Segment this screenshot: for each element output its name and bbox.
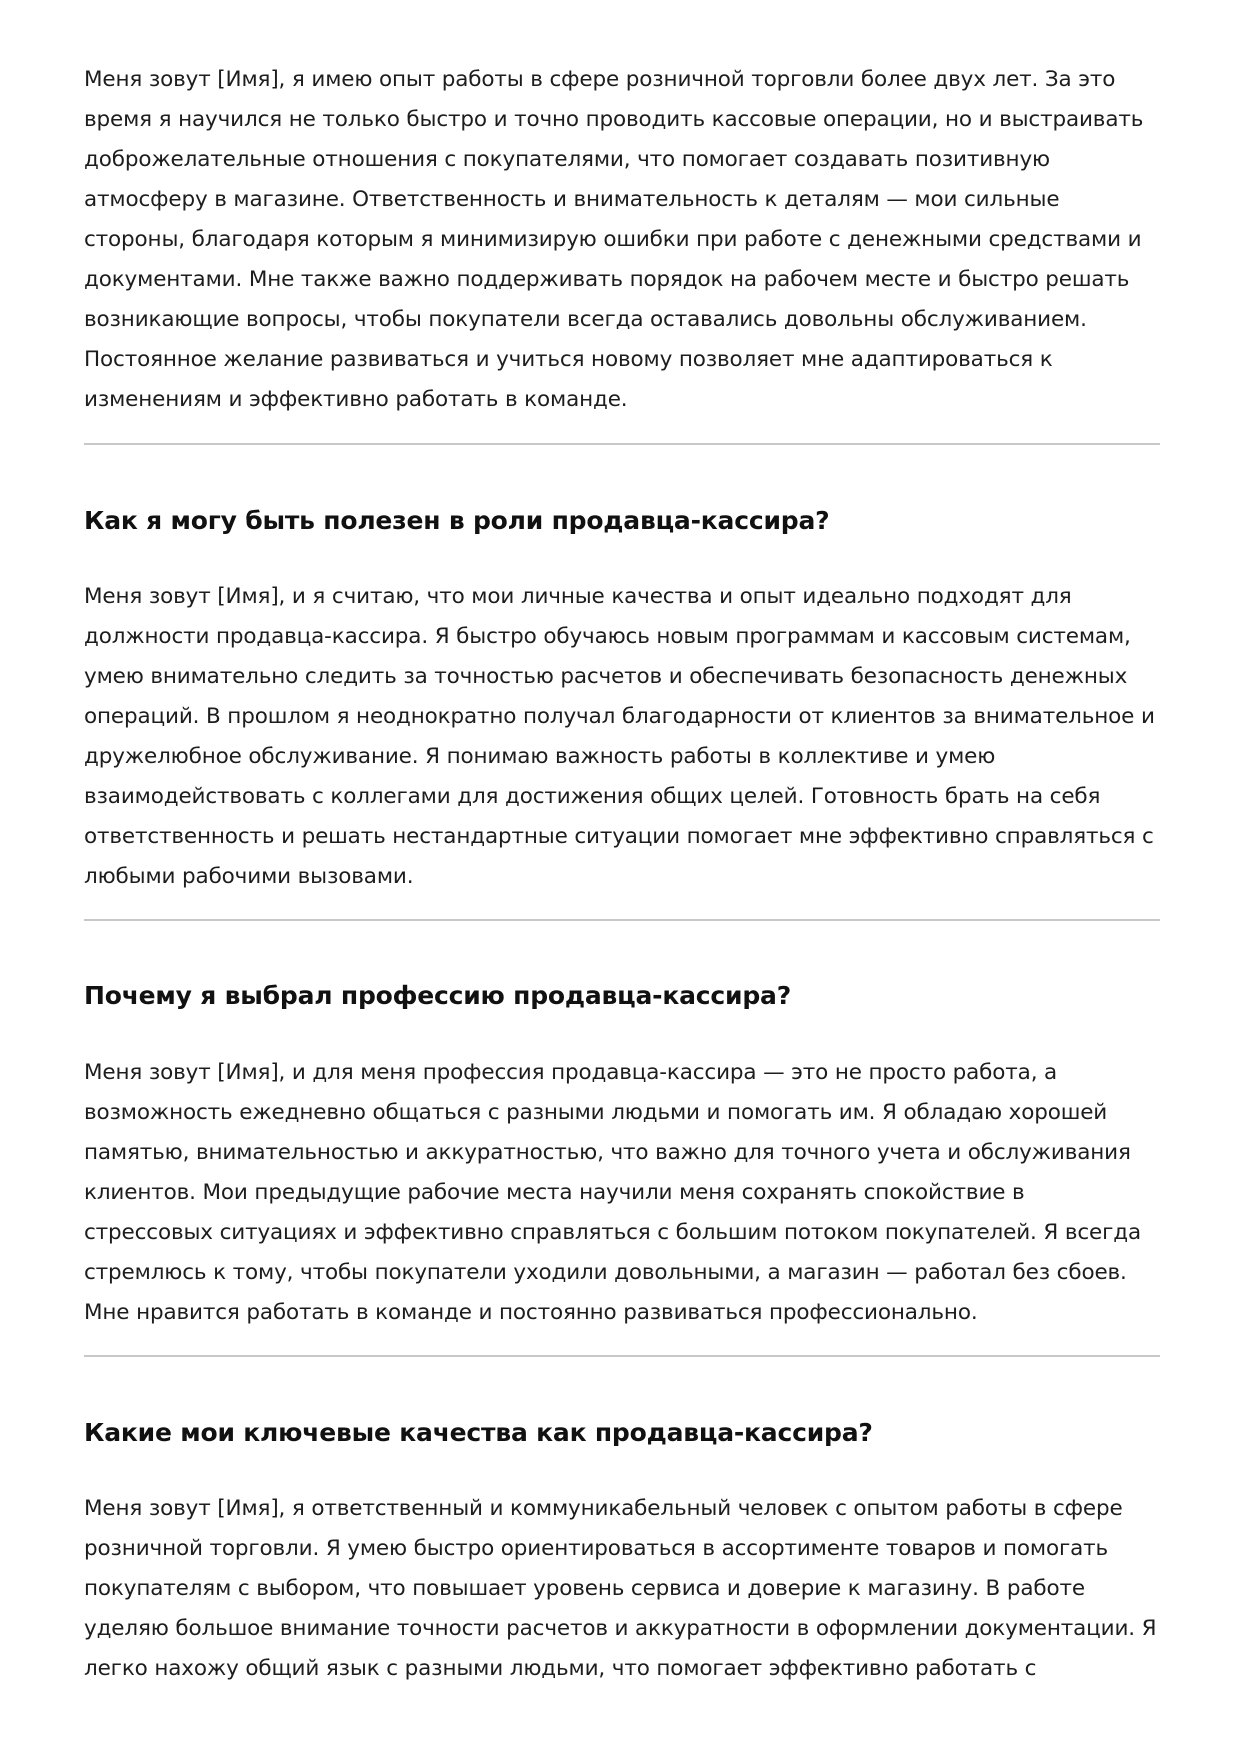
section-2-paragraph: Меня зовут [Имя], и я считаю, что мои личные качества и опыт идеально подходят для должности продавца-кассира. Я быстро обучаюсь новым программам и кассовым системам, умею внимательно следить за точностью расчетов и обеспечивать безопасность денежных операций. В прошлом я неоднократно получал благодарности от клиентов за внимательное и дружелюбное обслуживание. Я понимаю важность работы в коллективе и умею взаимодействовать с коллегами для достижения общих целей. Готовность брать на себя ответственность и решать нестандартные ситуации помогает мне эффективно справляться с любыми рабочими вызовами. xyxy=(84,584,1155,889)
divider-2 xyxy=(84,919,1160,921)
section-3 xyxy=(84,1053,1160,1333)
divider-1 xyxy=(84,443,1160,445)
section-3-heading: Почему я выбрал профессию продавца-кассира? xyxy=(84,981,792,1010)
divider-3 xyxy=(84,1355,1160,1357)
section-4-heading: Какие мои ключевые качества как продавца-кассира? xyxy=(84,1418,873,1447)
section-4-paragraph: Меня зовут [Имя], я ответственный и коммуникабельный человек с опытом работы в сфере розничной торговли. Я умею быстро ориентироваться в ассортименте товаров и помогать покупателям с выбором, что повышает уровень сервиса и доверие к магазину. В работе уделяю большое внимание точности расчетов и аккуратности в оформлении документации. Я легко нахожу общий язык с разными людьми, что помогает эффективно работать с xyxy=(84,1496,1157,1681)
section-2 xyxy=(84,577,1160,897)
section-3-paragraph: Меня зовут [Имя], и для меня профессия продавца-кассира — это не просто работа, а возможность ежедневно общаться с разными людьми и помогать им. Я обладаю хорошей памятью, внимательностью и аккуратностью, что важно для точного учета и обслуживания клиентов. Мои предыдущие рабочие места научили меня сохранять спокойствие в стрессовых ситуациях и эффективно справляться с большим потоком покупателей. Я всегда стремлюсь к тому, чтобы покупатели уходили довольными, а магазин — работал без сбоев. Мне нравится работать в команде и постоянно развиваться профессионально. xyxy=(84,1060,1142,1325)
section-divider xyxy=(84,443,1160,445)
section-2-heading: Как я могу быть полезен в роли продавца-кассира? xyxy=(84,506,830,535)
section-4-heading-wrap xyxy=(84,1416,1160,1450)
section-divider xyxy=(84,1355,1160,1357)
section-1 xyxy=(84,60,1160,420)
section-3-heading-wrap xyxy=(84,979,1160,1013)
section-divider xyxy=(84,919,1160,921)
section-4 xyxy=(84,1489,1160,1689)
section-2-heading-wrap xyxy=(84,504,1160,538)
section-1-paragraph: Меня зовут [Имя], я имею опыт работы в сфере розничной торговли более двух лет. За это время я научился не только быстро и точно проводить кассовые операции, но и выстраивать доброжелательные отношения с покупателями, что помогает создавать позитивную атмосферу в магазине. Ответственность и внимательность к деталям — мои сильные стороны, благодаря которым я минимизирую ошибки при работе с денежными средствами и документами. Мне также важно поддерживать порядок на рабочем месте и быстро решать возникающие вопросы, чтобы покупатели всегда оставались довольны обслуживанием. Постоянное желание развиваться и учиться новому позволяет мне адаптироваться к изменениям и эффективно работать в команде. xyxy=(84,67,1144,412)
